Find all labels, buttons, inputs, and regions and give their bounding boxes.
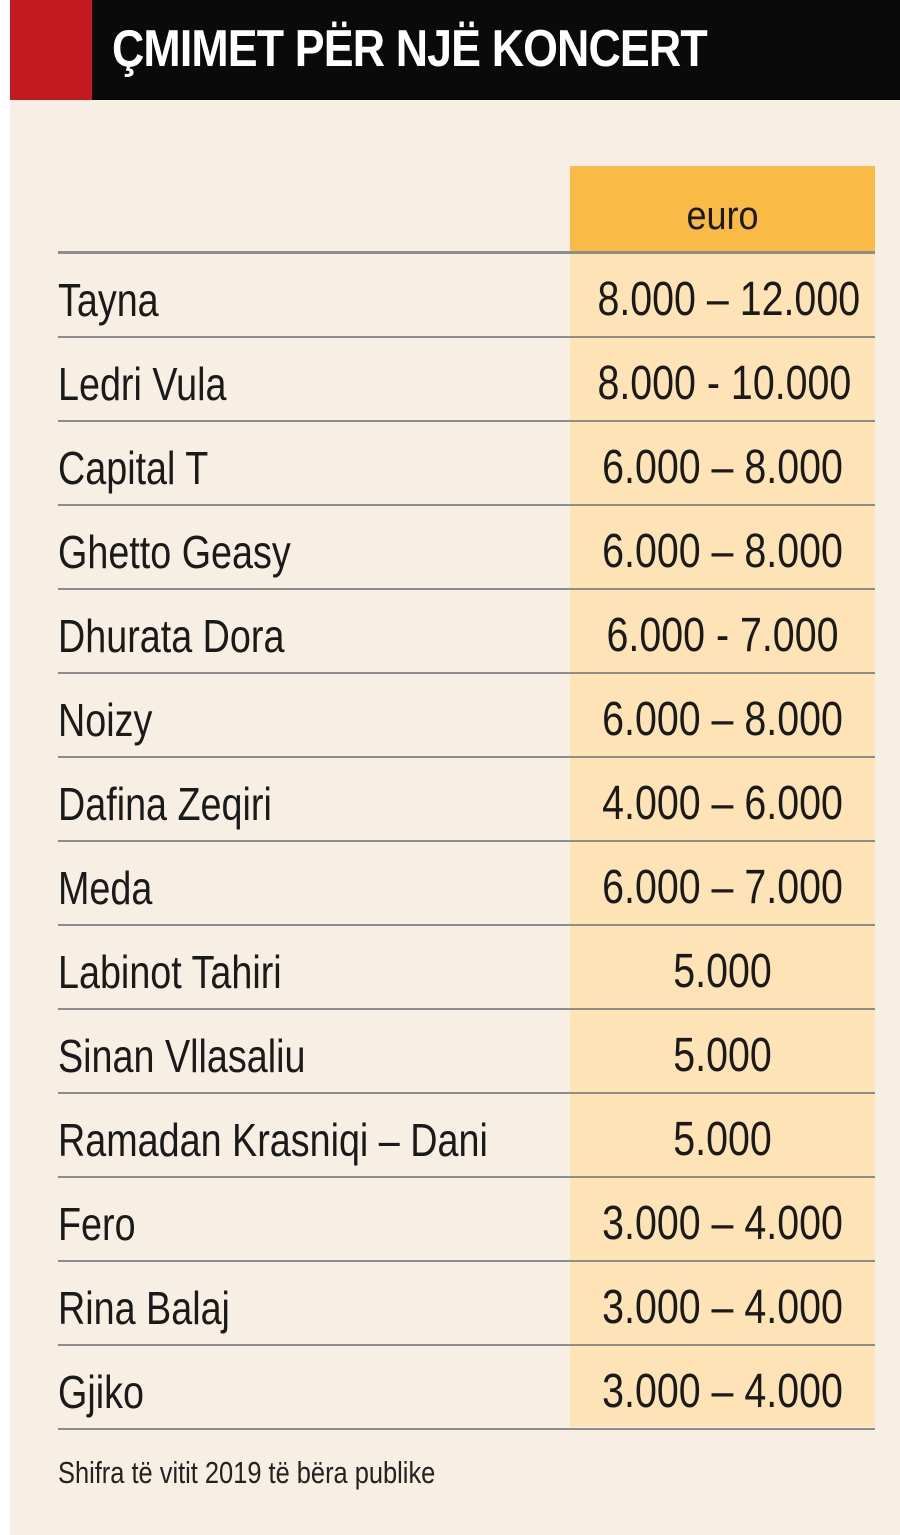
price-range: 8.000 - 10.000 <box>597 357 852 410</box>
page-title: ÇMIMET PËR NJË KONCERT <box>112 20 707 78</box>
artist-name: Labinot Tahiri <box>58 946 282 998</box>
artist-name: Dafina Zeqiri <box>58 778 272 830</box>
price-range: 6.000 – 8.000 <box>602 441 843 494</box>
table-row <box>58 1178 875 1260</box>
table-row <box>58 506 875 588</box>
artist-name: Sinan Vllasaliu <box>58 1030 306 1082</box>
table-row <box>58 254 875 336</box>
table-row <box>58 1346 875 1428</box>
price-range: 4.000 – 6.000 <box>602 777 843 830</box>
artist-name: Ghetto Geasy <box>58 526 291 578</box>
price-range: 3.000 – 4.000 <box>602 1365 843 1418</box>
price-range: 5.000 <box>673 1113 772 1166</box>
table-row <box>58 842 875 924</box>
table-row <box>58 422 875 504</box>
table-row <box>58 1094 875 1176</box>
price-range: 6.000 – 7.000 <box>602 861 843 914</box>
footnote: Shifra të vitit 2019 të bëra publike <box>58 1455 436 1490</box>
table-row <box>58 338 875 420</box>
table-row <box>58 926 875 1008</box>
price-range: 8.000 – 12.000 <box>597 273 861 326</box>
price-range: 6.000 - 7.000 <box>606 609 839 662</box>
price-range: 6.000 – 8.000 <box>602 693 843 746</box>
artist-name: Rina Balaj <box>58 1282 230 1334</box>
price-range: 5.000 <box>673 945 772 998</box>
table-row <box>58 758 875 840</box>
artist-name: Gjiko <box>58 1366 144 1418</box>
price-range: 3.000 – 4.000 <box>602 1197 843 1250</box>
price-column-header-label: euro <box>686 194 759 238</box>
price-column-header <box>570 166 875 252</box>
artist-name: Dhurata Dora <box>58 610 285 662</box>
table-row <box>58 1010 875 1092</box>
artist-name: Meda <box>58 862 153 914</box>
artist-name: Noizy <box>58 694 153 746</box>
artist-name: Tayna <box>58 274 159 326</box>
price-range: 5.000 <box>673 1029 772 1082</box>
artist-name: Ledri Vula <box>58 358 227 410</box>
artist-name: Fero <box>58 1198 136 1250</box>
table-row <box>58 1262 875 1344</box>
artist-name: Ramadan Krasniqi – Dani <box>58 1114 488 1166</box>
price-range: 6.000 – 8.000 <box>602 525 843 578</box>
red-accent-block <box>10 0 92 100</box>
table-row <box>58 674 875 756</box>
row-divider <box>58 1428 875 1430</box>
price-range: 3.000 – 4.000 <box>602 1281 843 1334</box>
artist-name: Capital T <box>58 442 209 494</box>
table-row <box>58 590 875 672</box>
